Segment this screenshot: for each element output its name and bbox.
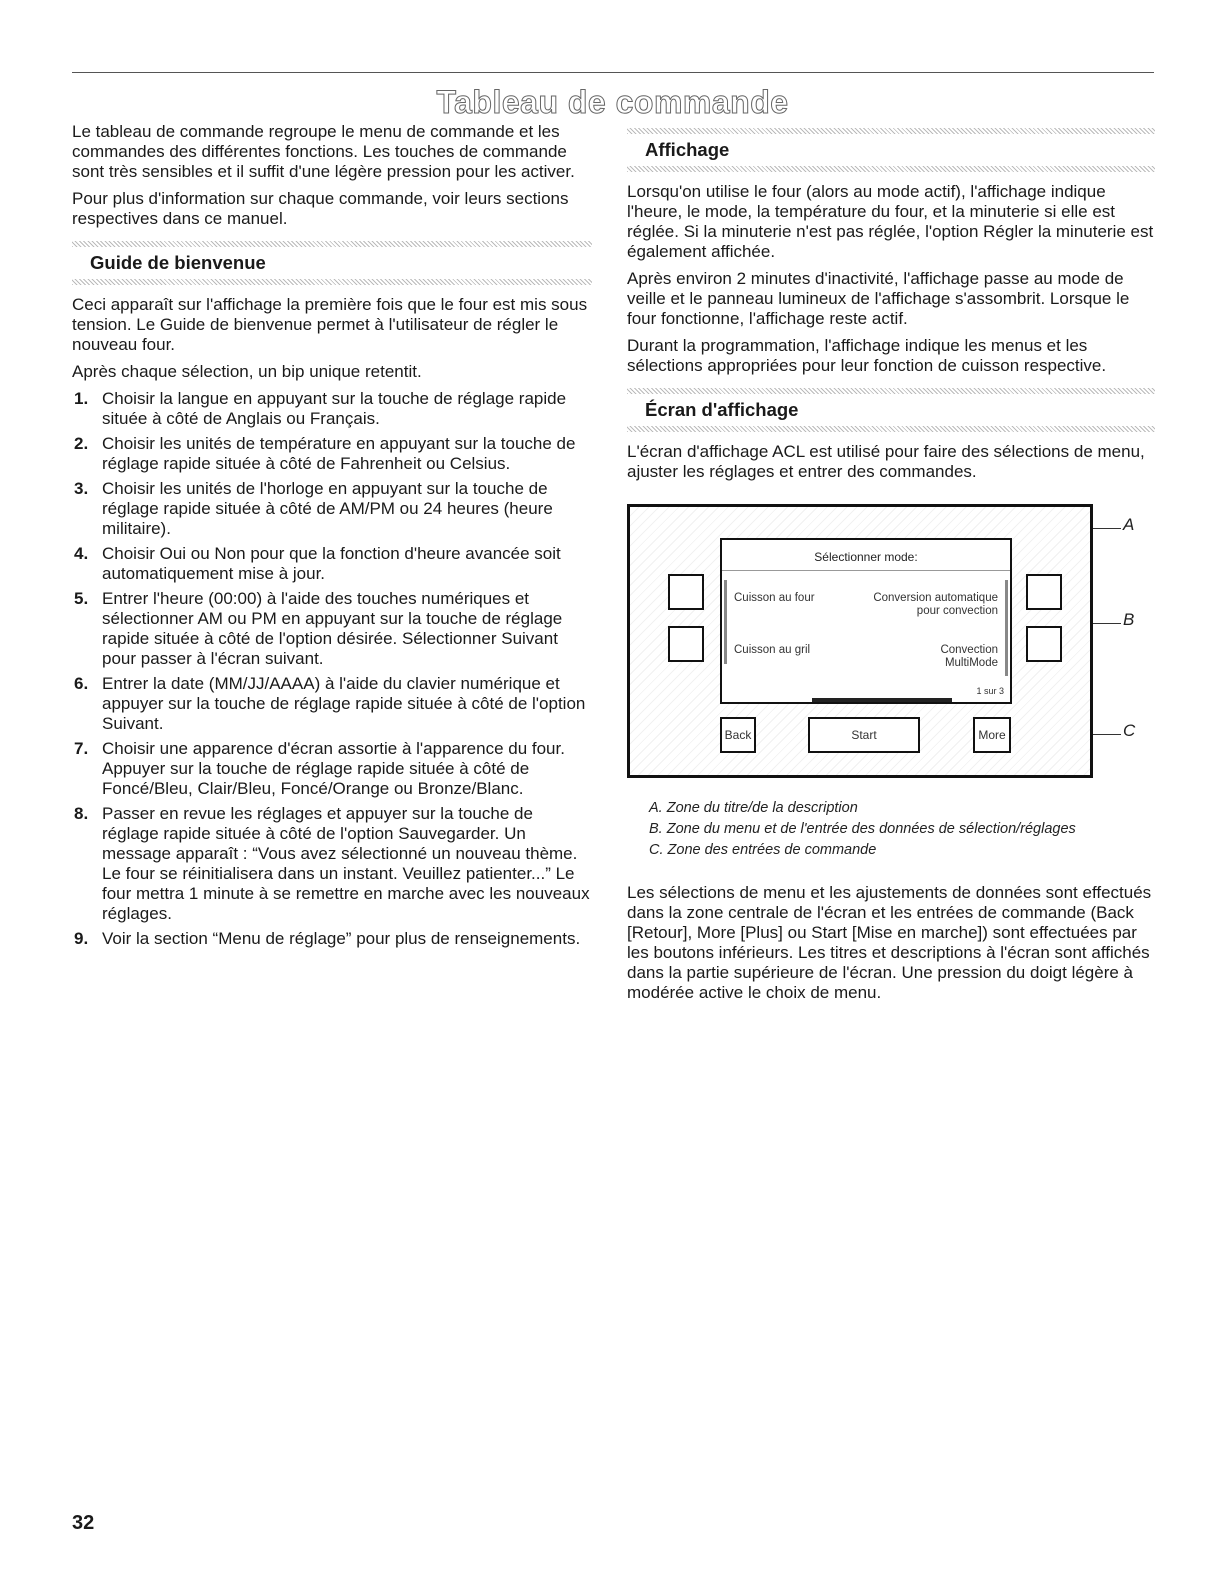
menu-option-cuisson-four[interactable]: Cuisson au four xyxy=(734,592,815,604)
intro-paragraph-2: Pour plus d'information sur chaque commande, voir leurs sections respectives dans ce manuel. xyxy=(72,189,569,228)
quick-set-key-left-top[interactable] xyxy=(668,574,704,610)
step-text: Entrer l'heure (00:00) à l'aide des touches numériques et sélectionner AM ou PM en appuyant sur la touche de réglage rapide située à côté de l'option désirée. Sélectionner Suivant pour passer à l'écran suivant. xyxy=(102,589,563,668)
lcd-screen xyxy=(720,538,1012,704)
step-text: Entrer la date (MM/JJ/AAAA) à l'aide du clavier numérique et appuyer sur la touche de réglage rapide située à côté de l'option Suivant. xyxy=(102,674,586,733)
quick-set-key-left-bottom[interactable] xyxy=(668,626,704,662)
right-selection-bar xyxy=(1005,580,1008,676)
hatch-divider xyxy=(627,166,1155,172)
more-button[interactable]: More xyxy=(973,717,1011,753)
ecran-section-header xyxy=(627,388,1155,432)
step-item xyxy=(72,739,592,799)
callout-label-a: A xyxy=(1123,515,1135,534)
step-number: 9. xyxy=(74,929,89,948)
step-number: 2. xyxy=(74,434,89,453)
step-text: Choisir la langue en appuyant sur la touche de réglage rapide située à côté de Anglais ou Français. xyxy=(102,389,567,428)
diagram-captions xyxy=(649,798,1155,861)
step-item xyxy=(72,589,592,669)
affichage-heading: Affichage xyxy=(645,139,730,160)
affichage-paragraph-3: Durant la programmation, l'affichage indique les menus et les sélections appropriées pour leur fonction de cuisson respective. xyxy=(627,336,1107,375)
step-text: Choisir les unités de l'horloge en appuyant sur la touche de réglage rapide située à côté de AM/PM ou 24 heures (heure militaire). xyxy=(102,479,553,538)
hatch-divider xyxy=(72,241,592,247)
step-item xyxy=(72,479,592,539)
ecran-heading: Écran d'affichage xyxy=(645,399,799,420)
guide-steps xyxy=(72,389,592,949)
back-button[interactable]: Back xyxy=(720,717,756,753)
step-number: 8. xyxy=(74,804,89,823)
step-item xyxy=(72,804,592,924)
quick-set-key-right-bottom[interactable] xyxy=(1026,626,1062,662)
callout-line-a xyxy=(1093,528,1121,529)
step-item xyxy=(72,929,592,949)
step-text: Voir la section “Menu de réglage” pour plus de renseignements. xyxy=(102,929,581,948)
callout-label-c: C xyxy=(1123,721,1136,740)
guide-paragraph-1: Ceci apparaît sur l'affichage la première fois que le four est mis sous tension. Le Guide de bienvenue permet à l'utilisateur de régler le nouveau four. xyxy=(72,295,588,354)
guide-paragraph-2: Après chaque sélection, un bip unique retentit. xyxy=(72,362,422,381)
callout-label-b: B xyxy=(1123,610,1135,629)
top-rule xyxy=(72,72,1154,73)
menu-option-convection[interactable] xyxy=(940,644,998,670)
step-number: 6. xyxy=(74,674,89,693)
ecran-paragraph: L'écran d'affichage ACL est utilisé pour faire des sélections de menu, ajuster les réglages et entrer des commandes. xyxy=(627,442,1145,481)
option-line: MultiMode xyxy=(944,657,998,669)
title-divider xyxy=(722,570,1010,571)
step-number: 1. xyxy=(74,389,89,408)
page-title: Tableau de commande xyxy=(436,84,789,120)
lcd-frame xyxy=(627,504,1093,778)
hatch-divider xyxy=(627,128,1155,134)
screen-title: Sélectionner mode: xyxy=(814,550,918,564)
page-number: 32 xyxy=(72,1512,95,1534)
intro-paragraph-1: Le tableau de commande regroupe le menu de commande et les commandes des différentes fonctions. Les touches de commande sont très sensibles et il suffit d'une légère pression pour les activer. xyxy=(72,122,575,181)
hatch-divider xyxy=(72,279,592,285)
option-line: pour convection xyxy=(916,605,998,617)
guide-heading: Guide de bienvenue xyxy=(90,252,266,273)
caption-c: C. Zone des entrées de commande xyxy=(649,842,877,858)
affichage-paragraph-1: Lorsqu'on utilise le four (alors au mode actif), l'affichage indique l'heure, le mode, la température du four, et la minuterie si elle est réglée. Si la minuterie n'est pas réglée, l'option Régler la minuterie est également affichée. xyxy=(627,182,1154,261)
scroll-indicator xyxy=(812,698,952,702)
step-number: 7. xyxy=(74,739,89,758)
step-item xyxy=(72,434,592,474)
callout-line-c xyxy=(1093,734,1121,735)
step-item xyxy=(72,389,592,429)
left-column xyxy=(72,122,592,954)
menu-option-cuisson-gril[interactable]: Cuisson au gril xyxy=(734,644,811,656)
step-text: Choisir une apparence d'écran assortie à l'apparence du four. Appuyer sur la touche de réglage rapide située à côté de Foncé/Bleu, Clair/Bleu, Foncé/Orange ou Bronze/Blanc. xyxy=(102,739,565,798)
menu-option-conversion[interactable] xyxy=(873,592,998,618)
hatch-divider xyxy=(627,388,1155,394)
caption-b: B. Zone du menu et de l'entrée des données de sélection/réglages xyxy=(649,821,1076,837)
lcd-diagram xyxy=(627,496,1167,786)
step-text: Choisir les unités de température en appuyant sur la touche de réglage rapide située à côté de Fahrenheit ou Celsius. xyxy=(102,434,576,473)
step-text: Choisir Oui ou Non pour que la fonction d'heure avancée soit automatiquement mise à jour. xyxy=(102,544,561,583)
start-button[interactable]: Start xyxy=(808,717,920,753)
page-indicator: 1 sur 3 xyxy=(976,686,1004,696)
affichage-paragraph-2: Après environ 2 minutes d'inactivité, l'affichage passe au mode de veille et le panneau lumineux de l'affichage s'assombrit. Lorsque le four fonctionne, l'affichage reste actif. xyxy=(627,269,1130,328)
option-line: Convection xyxy=(940,644,998,656)
guide-section-header xyxy=(72,241,592,285)
affichage-section-header xyxy=(627,128,1155,172)
step-number: 5. xyxy=(74,589,89,608)
quick-set-key-right-top[interactable] xyxy=(1026,574,1062,610)
option-line: Conversion automatique xyxy=(873,592,998,604)
step-number: 4. xyxy=(74,544,89,563)
closing-paragraph: Les sélections de menu et les ajustements de données sont effectués dans la zone centrale de l'écran et les entrées de commande (Back [Retour], More [Plus] ou Start [Mise en marche]) sont effectuées par les boutons inférieurs. Les titres et descriptions à l'écran sont affichés dans la partie supérieure de l'écran. Une pression du doigt légère à modérée active le choix de menu. xyxy=(627,883,1152,1002)
callout-line-b xyxy=(1093,623,1121,624)
step-item xyxy=(72,544,592,584)
right-column xyxy=(627,128,1155,1010)
step-number: 3. xyxy=(74,479,89,498)
step-item xyxy=(72,674,592,734)
hatch-divider xyxy=(627,426,1155,432)
step-text: Passer en revue les réglages et appuyer sur la touche de réglage rapide située à côté de l'option Sauvegarder. Un message apparaît : “Vous avez sélectionné un nouveau thème. Le four se réinitialisera dans un instant. Veuillez patienter...” Le four mettra 1 minute à se remettre en marche avec les nouveaux réglages. xyxy=(102,804,590,923)
left-selection-bar xyxy=(724,580,727,664)
caption-a: A. Zone du titre/de la description xyxy=(649,800,858,816)
